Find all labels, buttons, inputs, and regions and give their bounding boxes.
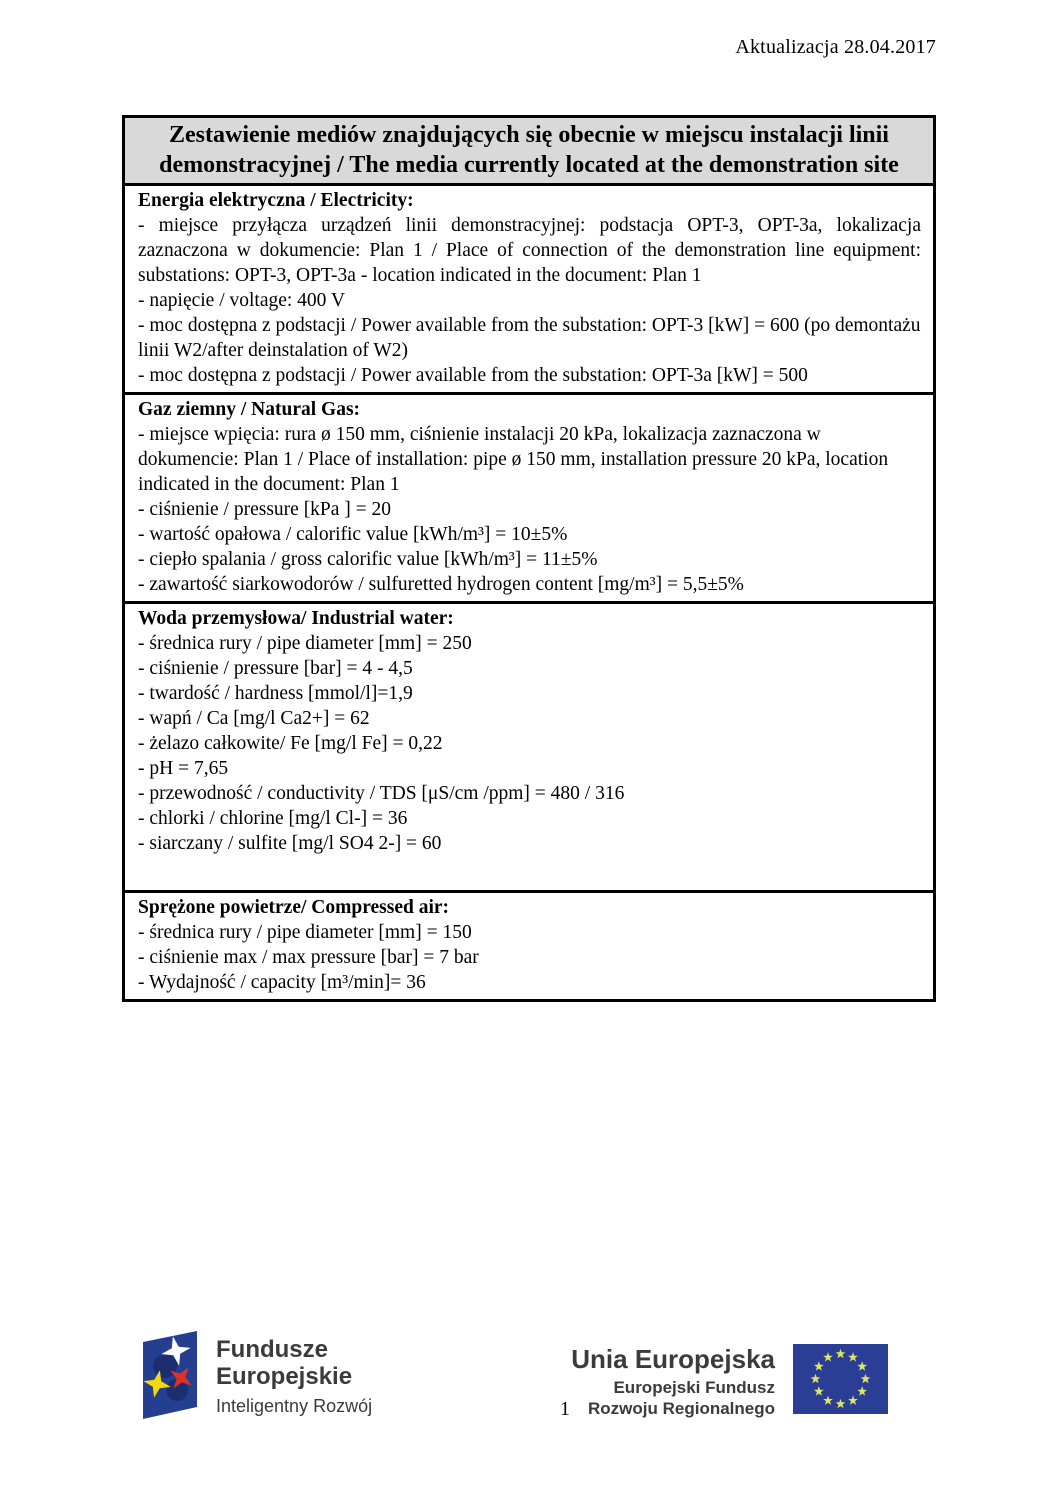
- media-table: [122, 115, 936, 1002]
- section-item: - przewodność / conductivity / TDS [μS/cm /ppm] = 480 / 316: [138, 783, 625, 804]
- eu-title: Unia Europejska: [571, 1344, 775, 1374]
- section-item: - moc dostępna z podstacji / Power available from the substation: OPT-3a [kW] = 500: [138, 365, 808, 386]
- section-item: - Wydajność / capacity [m³/min]= 36: [138, 972, 426, 993]
- section-item: - wapń / Ca [mg/l Ca2+] = 62: [138, 708, 370, 729]
- section-item: - chlorki / chlorine [mg/l Cl-] = 36: [138, 808, 408, 829]
- section-item: - twardość / hardness [mmol/l]=1,9: [138, 683, 413, 704]
- fundusze-europejskie-text: [216, 1328, 372, 1417]
- section-item: - moc dostępna z podstacji / Power available from the substation: OPT-3 [kW] = 600 (po demontażu linii W2/after deinstalation of W2): [138, 315, 921, 361]
- section-item: - ciśnienie / pressure [kPa ] = 20: [138, 499, 392, 520]
- fundusze-europejskie-flag-icon: [140, 1328, 200, 1423]
- section-item: - wartość opałowa / calorific value [kWh/m³] = 10±5%: [138, 524, 568, 545]
- section-item: - żelazo całkowite/ Fe [mg/l Fe] = 0,22: [138, 733, 443, 754]
- section-heading: Energia elektryczna / Electricity:: [138, 190, 414, 211]
- section-item: - ciepło spalania / gross calorific value [kWh/m³] = 11±5%: [138, 549, 598, 570]
- section-industrial-water: [125, 601, 933, 890]
- section-item: - miejsce wpięcia: rura ø 150 mm, ciśnienie instalacji 20 kPa, lokalizacja zaznaczona w dokumencie: Plan 1 / Place of installation: pipe ø 150 mm, installation pressure 20 kPa, location indicated in the document: Plan 1: [138, 424, 889, 495]
- eu-subtitle-line2: Rozwoju Regionalnego: [588, 1399, 775, 1418]
- table-sections: [125, 186, 933, 999]
- section-item: - napięcie / voltage: 400 V: [138, 290, 346, 311]
- section-natural-gas: [125, 392, 933, 601]
- section-electricity: [125, 186, 933, 392]
- section-item: - miejsce przyłącza urządzeń linii demonstracyjnej: podstacja OPT-3, OPT-3a, lokalizacja zaznaczona w dokumencie: Plan 1 / Place of connection of the demonstration line equipment: substations: OPT-3, OPT-3a - location indicated in the document: Plan 1: [138, 215, 921, 286]
- section-item: - średnica rury / pipe diameter [mm] = 250: [138, 633, 472, 654]
- eu-flag-icon: [793, 1344, 888, 1414]
- fe-title-line2: Europejskie: [216, 1363, 353, 1390]
- section-heading: Sprężone powietrze/ Compressed air:: [138, 897, 450, 918]
- fe-title-line1: Fundusze: [216, 1336, 328, 1363]
- eu-subtitle-line1: Europejski Fundusz: [613, 1378, 775, 1397]
- section-item: - średnica rury / pipe diameter [mm] = 150: [138, 922, 472, 943]
- table-title: Zestawienie mediów znajdujących się obecnie w miejscu instalacji linii demonstracyjnej / The media currently located at the demonstration site: [125, 118, 933, 186]
- eu-subtitle: [571, 1377, 775, 1419]
- section-item: - zawartość siarkowodorów / sulfuretted hydrogen content [mg/m³] = 5,5±5%: [138, 574, 744, 595]
- section-item: - ciśnienie / pressure [bar] = 4 - 4,5: [138, 658, 413, 679]
- page-number: 1: [560, 1398, 570, 1420]
- fe-subtitle: Inteligentny Rozwój: [216, 1396, 373, 1416]
- unia-europejska-logo: [571, 1338, 888, 1419]
- section-heading: Gaz ziemny / Natural Gas:: [138, 399, 361, 420]
- section-heading: Woda przemysłowa/ Industrial water:: [138, 608, 454, 629]
- unia-europejska-text: [571, 1338, 775, 1419]
- fundusze-europejskie-logo: [140, 1328, 372, 1423]
- section-item: - pH = 7,65: [138, 758, 229, 779]
- section-item: - ciśnienie max / max pressure [bar] = 7 bar: [138, 947, 479, 968]
- update-date: Aktualizacja 28.04.2017: [735, 36, 936, 58]
- section-compressed-air: [125, 890, 933, 999]
- section-item: - siarczany / sulfite [mg/l SO4 2-] = 60: [138, 833, 442, 854]
